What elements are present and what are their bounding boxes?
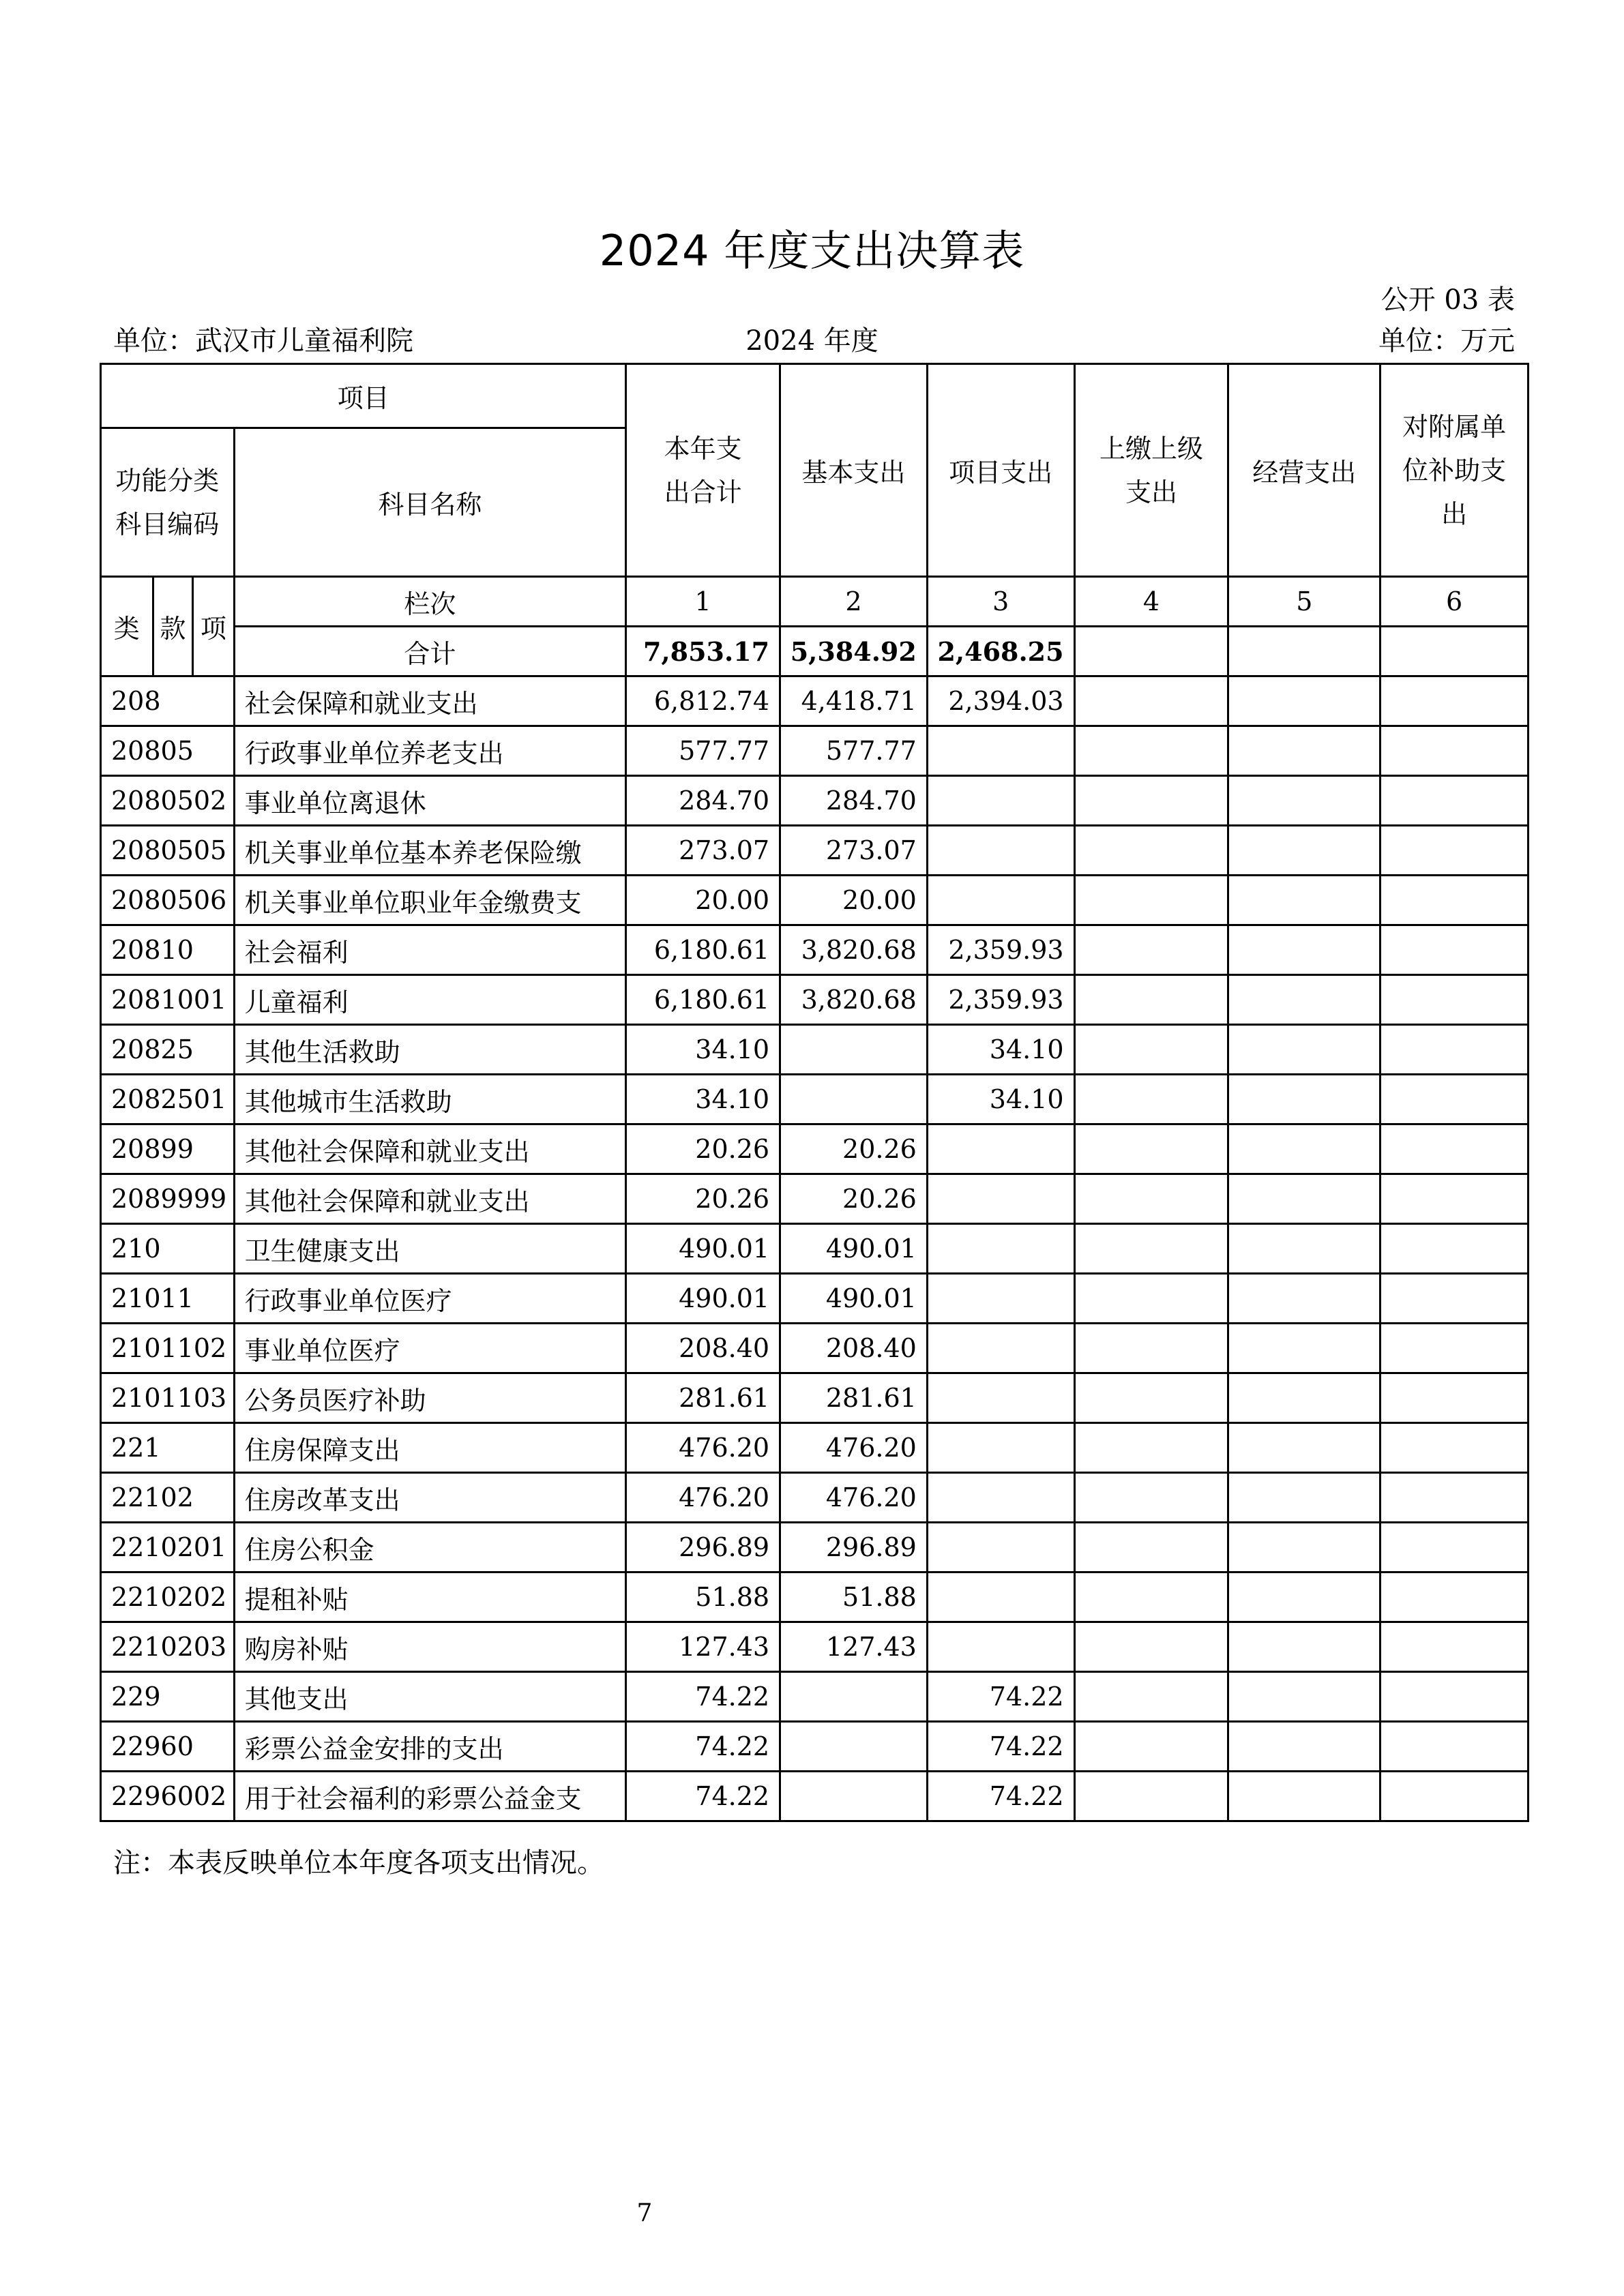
- row-basic: 20.26: [780, 1174, 928, 1224]
- row-subsidiary: [1381, 1025, 1529, 1075]
- row-operation: [1228, 1423, 1381, 1473]
- row-project: [927, 1373, 1074, 1423]
- row-upper: [1074, 1075, 1228, 1124]
- table-row: [101, 876, 1529, 925]
- row-upper: [1074, 876, 1228, 925]
- row-name: 其他城市生活救助: [234, 1075, 626, 1124]
- row-project: [927, 1124, 1074, 1174]
- row-code: 20899: [101, 1124, 235, 1174]
- row-total: 20.26: [626, 1124, 780, 1174]
- col-number-3: 3: [927, 577, 1074, 627]
- row-subsidiary: [1381, 676, 1529, 726]
- row-code: 2296002: [101, 1772, 235, 1821]
- row-upper: [1074, 1373, 1228, 1423]
- total-basic: 5,384.92: [780, 627, 928, 676]
- row-basic: 476.20: [780, 1473, 928, 1523]
- row-upper: [1074, 1124, 1228, 1174]
- row-upper: [1074, 676, 1228, 726]
- row-total: 296.89: [626, 1523, 780, 1572]
- row-project: 34.10: [927, 1025, 1074, 1075]
- row-project: [927, 876, 1074, 925]
- table-row: [101, 1075, 1529, 1124]
- row-name: 事业单位医疗: [234, 1324, 626, 1373]
- table-note: 注：本表反映单位本年度各项支出情况。: [113, 1847, 604, 1879]
- row-basic: 577.77: [780, 726, 928, 776]
- header-kuan: 款: [153, 577, 192, 676]
- row-subsidiary: [1381, 1174, 1529, 1224]
- row-operation: [1228, 776, 1381, 826]
- row-project: [927, 1523, 1074, 1572]
- row-name: 其他生活救助: [234, 1025, 626, 1075]
- col-number-5: 5: [1228, 577, 1381, 627]
- total-upper: [1074, 627, 1228, 676]
- row-subsidiary: [1381, 1572, 1529, 1622]
- row-basic: 273.07: [780, 826, 928, 876]
- row-project: 34.10: [927, 1075, 1074, 1124]
- header-col-operation: 经营支出: [1228, 364, 1381, 577]
- row-name: 住房公积金: [234, 1523, 626, 1572]
- total-label: 合计: [234, 627, 626, 676]
- row-upper: [1074, 1523, 1228, 1572]
- row-total: 6,180.61: [626, 925, 780, 975]
- row-code: 2101102: [101, 1324, 235, 1373]
- row-subsidiary: [1381, 1224, 1529, 1274]
- row-total: 34.10: [626, 1025, 780, 1075]
- row-subsidiary: [1381, 975, 1529, 1025]
- row-project: [927, 1622, 1074, 1672]
- table-row: [101, 1025, 1529, 1075]
- row-basic: 281.61: [780, 1373, 928, 1423]
- row-project: 74.22: [927, 1722, 1074, 1772]
- row-subsidiary: [1381, 876, 1529, 925]
- row-operation: [1228, 726, 1381, 776]
- row-subsidiary: [1381, 1124, 1529, 1174]
- row-basic: [780, 1722, 928, 1772]
- row-upper: [1074, 1622, 1228, 1672]
- row-project: 2,359.93: [927, 975, 1074, 1025]
- row-operation: [1228, 1572, 1381, 1622]
- row-basic: 20.26: [780, 1124, 928, 1174]
- table-row: [101, 1622, 1529, 1672]
- row-total: 20.00: [626, 876, 780, 925]
- row-upper: [1074, 1572, 1228, 1622]
- total-project: 2,468.25: [927, 627, 1074, 676]
- row-basic: 51.88: [780, 1572, 928, 1622]
- row-operation: [1228, 1274, 1381, 1324]
- header-col-basic: 基本支出: [780, 364, 928, 577]
- row-project: 2,359.93: [927, 925, 1074, 975]
- page-number: 7: [636, 2199, 653, 2227]
- row-basic: 20.00: [780, 876, 928, 925]
- header-lei: 类: [101, 577, 153, 676]
- row-project: [927, 826, 1074, 876]
- money-unit: 单位：万元: [1378, 325, 1515, 357]
- column-number-row: [101, 577, 1529, 627]
- total-subsidiary: [1381, 627, 1529, 676]
- row-name: 其他社会保障和就业支出: [234, 1124, 626, 1174]
- row-upper: [1074, 1473, 1228, 1523]
- row-total: 476.20: [626, 1473, 780, 1523]
- row-operation: [1228, 1025, 1381, 1075]
- row-basic: 3,820.68: [780, 975, 928, 1025]
- row-project: [927, 1423, 1074, 1473]
- row-total: 6,812.74: [626, 676, 780, 726]
- row-basic: 490.01: [780, 1274, 928, 1324]
- row-name: 儿童福利: [234, 975, 626, 1025]
- row-upper: [1074, 925, 1228, 975]
- row-basic: 3,820.68: [780, 925, 928, 975]
- row-code: 2210201: [101, 1523, 235, 1572]
- row-total: 74.22: [626, 1722, 780, 1772]
- table-row: [101, 1124, 1529, 1174]
- row-code: 22102: [101, 1473, 235, 1523]
- header-name-label: 科目名称: [234, 428, 626, 577]
- total-operation: [1228, 627, 1381, 676]
- row-project: [927, 776, 1074, 826]
- row-operation: [1228, 1772, 1381, 1821]
- row-basic: 476.20: [780, 1423, 928, 1473]
- row-operation: [1228, 975, 1381, 1025]
- table-row: [101, 1423, 1529, 1473]
- row-basic: [780, 1075, 928, 1124]
- row-total: 127.43: [626, 1622, 780, 1672]
- row-operation: [1228, 1224, 1381, 1274]
- row-code: 210: [101, 1224, 235, 1274]
- row-total: 34.10: [626, 1075, 780, 1124]
- row-upper: [1074, 1672, 1228, 1722]
- table-row: [101, 1373, 1529, 1423]
- row-name: 行政事业单位医疗: [234, 1274, 626, 1324]
- row-project: 2,394.03: [927, 676, 1074, 726]
- expenditure-table: [100, 363, 1529, 1822]
- row-project: 74.22: [927, 1672, 1074, 1722]
- row-subsidiary: [1381, 1075, 1529, 1124]
- row-subsidiary: [1381, 1423, 1529, 1473]
- row-code: 208: [101, 676, 235, 726]
- row-name: 其他支出: [234, 1672, 626, 1722]
- row-upper: [1074, 975, 1228, 1025]
- header-row-1: [101, 364, 1529, 428]
- row-upper: [1074, 776, 1228, 826]
- row-total: 490.01: [626, 1274, 780, 1324]
- row-basic: [780, 1025, 928, 1075]
- row-upper: [1074, 1722, 1228, 1772]
- row-operation: [1228, 826, 1381, 876]
- row-upper: [1074, 726, 1228, 776]
- row-subsidiary: [1381, 1274, 1529, 1324]
- row-name: 住房保障支出: [234, 1423, 626, 1473]
- row-basic: 296.89: [780, 1523, 928, 1572]
- col-number-1: 1: [626, 577, 780, 627]
- row-operation: [1228, 1075, 1381, 1124]
- row-name: 卫生健康支出: [234, 1224, 626, 1274]
- header-lanci: 栏次: [234, 577, 626, 627]
- header-col-subsidiary: 对附属单位补助支出: [1381, 364, 1529, 577]
- row-name: 行政事业单位养老支出: [234, 726, 626, 776]
- header-item: 项目: [101, 364, 626, 428]
- row-code: 2080502: [101, 776, 235, 826]
- row-name: 提租补贴: [234, 1572, 626, 1622]
- header-col-upper: 上缴上级支出: [1074, 364, 1228, 577]
- table-row: [101, 676, 1529, 726]
- table-row: [101, 1523, 1529, 1572]
- row-code: 221: [101, 1423, 235, 1473]
- row-total: 74.22: [626, 1672, 780, 1722]
- row-operation: [1228, 1722, 1381, 1772]
- row-operation: [1228, 1373, 1381, 1423]
- row-total: 51.88: [626, 1572, 780, 1622]
- row-code: 2210202: [101, 1572, 235, 1622]
- table-row: [101, 1274, 1529, 1324]
- row-upper: [1074, 1274, 1228, 1324]
- row-project: [927, 1224, 1074, 1274]
- header-code-label: 功能分类科目编码: [101, 428, 235, 577]
- table-row: [101, 1722, 1529, 1772]
- row-name: 其他社会保障和就业支出: [234, 1174, 626, 1224]
- row-name: 住房改革支出: [234, 1473, 626, 1523]
- total-total: 7,853.17: [626, 627, 780, 676]
- row-subsidiary: [1381, 1373, 1529, 1423]
- row-total: 74.22: [626, 1772, 780, 1821]
- row-total: 273.07: [626, 826, 780, 876]
- row-basic: [780, 1672, 928, 1722]
- row-subsidiary: [1381, 1622, 1529, 1672]
- header-col-project: 项目支出: [927, 364, 1074, 577]
- row-upper: [1074, 1224, 1228, 1274]
- row-project: [927, 1174, 1074, 1224]
- row-total: 6,180.61: [626, 975, 780, 1025]
- year-label: 2024 年度: [745, 325, 879, 357]
- row-project: [927, 1572, 1074, 1622]
- row-operation: [1228, 1672, 1381, 1722]
- row-name: 事业单位离退休: [234, 776, 626, 826]
- row-operation: [1228, 925, 1381, 975]
- row-name: 社会保障和就业支出: [234, 676, 626, 726]
- row-name: 公务员医疗补助: [234, 1373, 626, 1423]
- row-code: 21011: [101, 1274, 235, 1324]
- row-basic: 490.01: [780, 1224, 928, 1274]
- row-upper: [1074, 1423, 1228, 1473]
- table-row: [101, 975, 1529, 1025]
- table-row: [101, 1473, 1529, 1523]
- row-total: 281.61: [626, 1373, 780, 1423]
- row-operation: [1228, 676, 1381, 726]
- row-upper: [1074, 1174, 1228, 1224]
- row-subsidiary: [1381, 1722, 1529, 1772]
- row-basic: 127.43: [780, 1622, 928, 1672]
- table-row: [101, 1174, 1529, 1224]
- row-upper: [1074, 1324, 1228, 1373]
- row-code: 2082501: [101, 1075, 235, 1124]
- row-code: 2210203: [101, 1622, 235, 1672]
- col-number-4: 4: [1074, 577, 1228, 627]
- col-number-6: 6: [1381, 577, 1529, 627]
- row-subsidiary: [1381, 1672, 1529, 1722]
- row-code: 22960: [101, 1722, 235, 1772]
- row-code: 2101103: [101, 1373, 235, 1423]
- total-row: [101, 627, 1529, 676]
- table-row: [101, 776, 1529, 826]
- table-row: [101, 1672, 1529, 1722]
- row-upper: [1074, 826, 1228, 876]
- col-number-2: 2: [780, 577, 928, 627]
- row-name: 彩票公益金安排的支出: [234, 1722, 626, 1772]
- table-row: [101, 1224, 1529, 1274]
- row-total: 476.20: [626, 1423, 780, 1473]
- header-xiang: 项: [193, 577, 234, 676]
- row-total: 208.40: [626, 1324, 780, 1373]
- table-row: [101, 1772, 1529, 1821]
- row-code: 2081001: [101, 975, 235, 1025]
- row-subsidiary: [1381, 1523, 1529, 1572]
- row-subsidiary: [1381, 1324, 1529, 1373]
- row-basic: [780, 1772, 928, 1821]
- row-name: 社会福利: [234, 925, 626, 975]
- row-code: 20805: [101, 726, 235, 776]
- row-upper: [1074, 1025, 1228, 1075]
- row-subsidiary: [1381, 776, 1529, 826]
- row-code: 2089999: [101, 1174, 235, 1224]
- row-project: [927, 1324, 1074, 1373]
- row-operation: [1228, 1523, 1381, 1572]
- row-subsidiary: [1381, 1473, 1529, 1523]
- table-row: [101, 1324, 1529, 1373]
- row-total: 284.70: [626, 776, 780, 826]
- row-subsidiary: [1381, 726, 1529, 776]
- row-project: 74.22: [927, 1772, 1074, 1821]
- row-basic: 208.40: [780, 1324, 928, 1373]
- row-code: 20810: [101, 925, 235, 975]
- page-title: 2024 年度支出决算表: [599, 226, 1025, 275]
- row-operation: [1228, 1324, 1381, 1373]
- row-project: [927, 726, 1074, 776]
- row-subsidiary: [1381, 1772, 1529, 1821]
- row-operation: [1228, 1622, 1381, 1672]
- row-operation: [1228, 1124, 1381, 1174]
- row-total: 20.26: [626, 1174, 780, 1224]
- row-operation: [1228, 1473, 1381, 1523]
- row-subsidiary: [1381, 925, 1529, 975]
- row-upper: [1074, 1772, 1228, 1821]
- unit-label: 单位：武汉市儿童福利院: [113, 325, 413, 357]
- row-name: 机关事业单位职业年金缴费支: [234, 876, 626, 925]
- header-col-total: 本年支出合计: [626, 364, 780, 577]
- row-operation: [1228, 876, 1381, 925]
- row-project: [927, 1473, 1074, 1523]
- row-code: 2080505: [101, 826, 235, 876]
- row-basic: 4,418.71: [780, 676, 928, 726]
- table-row: [101, 726, 1529, 776]
- table-row: [101, 925, 1529, 975]
- row-project: [927, 1274, 1074, 1324]
- row-code: 20825: [101, 1025, 235, 1075]
- row-total: 490.01: [626, 1224, 780, 1274]
- row-name: 购房补贴: [234, 1622, 626, 1672]
- row-code: 2080506: [101, 876, 235, 925]
- row-operation: [1228, 1174, 1381, 1224]
- row-subsidiary: [1381, 826, 1529, 876]
- row-code: 229: [101, 1672, 235, 1722]
- row-name: 机关事业单位基本养老保险缴: [234, 826, 626, 876]
- table-row: [101, 826, 1529, 876]
- row-total: 577.77: [626, 726, 780, 776]
- row-basic: 284.70: [780, 776, 928, 826]
- table-row: [101, 1572, 1529, 1622]
- form-number: 公开 03 表: [1381, 284, 1515, 316]
- row-name: 用于社会福利的彩票公益金支: [234, 1772, 626, 1821]
